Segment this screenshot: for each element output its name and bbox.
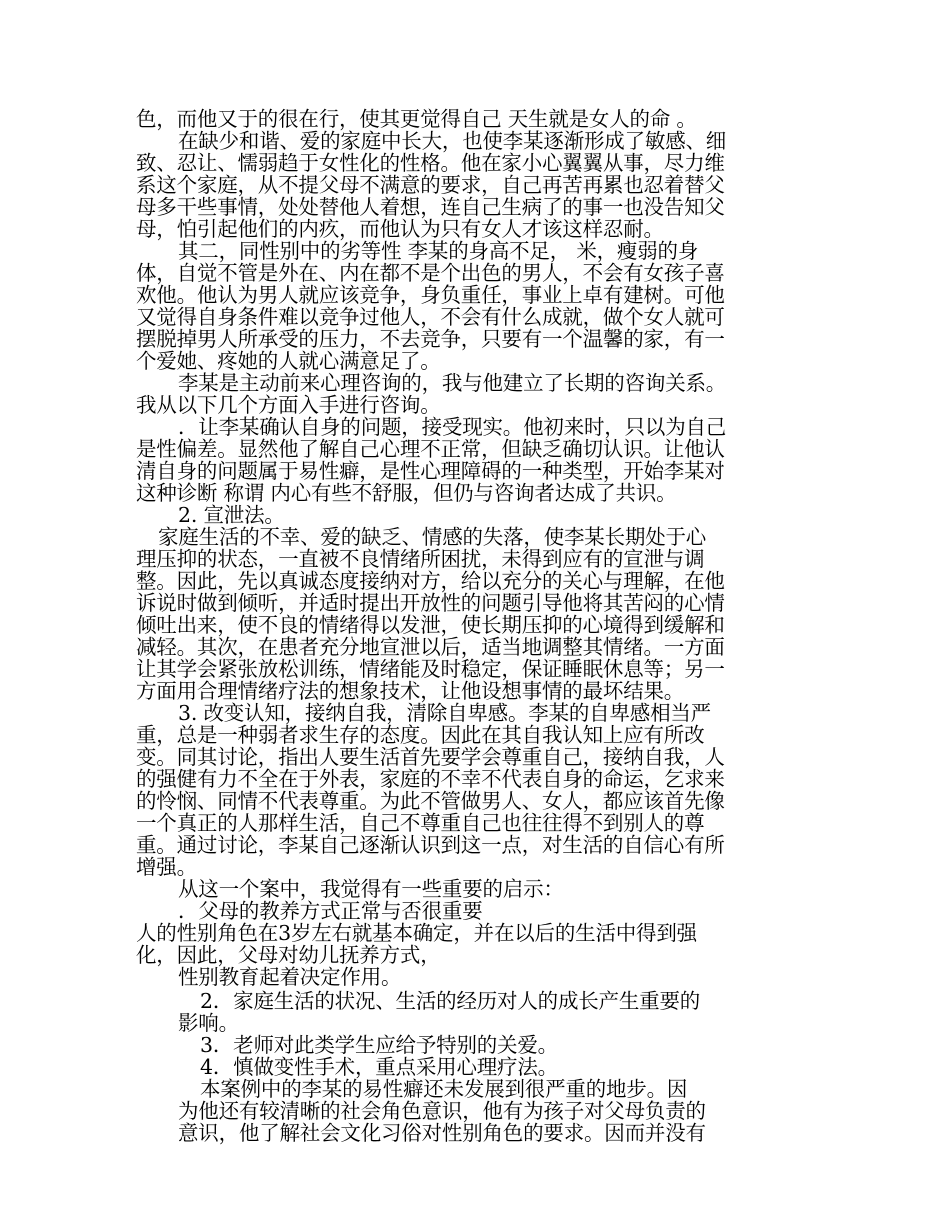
text-line: 重。通过讨论，李某自己逐渐认识到这一点，对生活的自信心有所 — [136, 833, 725, 857]
text-line: 增强。 — [136, 855, 197, 879]
text-line: 性别教育起着决定作用。 — [178, 965, 402, 989]
text-line: 摆脱掉男人所承受的压力，不去竞争，只要有一个温馨的家，有一 — [136, 327, 725, 351]
text-line: 人的性别角色在3岁左右就基本确定，并在以后的生活中得到强 — [136, 921, 697, 945]
text-line: 整。因此，先以真诚态度接纳对方，给以充分的关心与理解，在他 — [136, 569, 725, 593]
text-line: 体，自觉不管是外在、内在都不是个出色的男人，不会有女孩子喜 — [136, 261, 725, 285]
text-line: ．让李某确认自身的问题，接受现实。他初来时，只以为自己 — [178, 415, 727, 439]
text-line: 在缺少和谐、爱的家庭中长大，也使李某逐渐形成了敏感、细 — [178, 129, 727, 153]
text-line: 一个真正的人那样生活，自己不尊重自己也往往得不到别人的尊 — [136, 811, 705, 835]
text-line: 本案例中的李某的易性癖还未发展到很严重的地步。因 — [200, 1077, 688, 1101]
text-line: 个爱她、疼她的人就心满意足了。 — [136, 349, 441, 373]
text-line: ．父母的教养方式正常与否很重要 — [178, 899, 483, 923]
text-line: 为他还有较清晰的社会角色意识，他有为孩子对父母负责的 — [178, 1099, 706, 1123]
text-line: 我从以下几个方面入手进行咨询。 — [136, 393, 441, 417]
text-line: 欢他。他认为男人就应该竞争，身负重任，事业上卓有建树。可他 — [136, 283, 725, 307]
text-line: 3．老师对此类学生应给予特别的关爱。 — [200, 1033, 558, 1057]
text-line: 李某是主动前来心理咨询的，我与他建立了长期的咨询关系。 — [178, 371, 727, 395]
text-line: 母，怕引起他们的内疚，而他认为只有女人才该这样忍耐。 — [136, 217, 664, 241]
text-line: 重，总是一种弱者求生存的态度。因此在其自我认知上应有所改 — [136, 723, 705, 747]
text-line: 系这个家庭，从不提父母不满意的要求，自己再苦再累也忍着替父 — [136, 173, 725, 197]
text-line: 变。同其讨论，指出人要生活首先要学会尊重自己，接纳自我，人 — [136, 745, 725, 769]
text-line: 2. 宣泄法。 — [178, 503, 285, 527]
text-line: 影响。 — [178, 1011, 239, 1035]
text-line: 倾吐出来，使不良的情绪得以发泄，使长期压抑的心境得到缓解和 — [136, 613, 725, 637]
text-line: 让其学会紧张放松训练，情绪能及时稳定，保证睡眠休息等；另一 — [136, 657, 725, 681]
text-line: 母多干些事情，处处替他人着想，连自己生病了的事一也没告知父 — [136, 195, 725, 219]
text-line: 意识，他了解社会文化习俗对性别角色的要求。因而并没有 — [178, 1121, 706, 1145]
text-line: 其二，同性别中的劣等性 李某的身高不足， 米，瘦弱的身 — [178, 239, 699, 263]
text-line: 致、忍让、懦弱趋于女性化的性格。他在家小心翼翼从事，尽力维 — [136, 151, 725, 175]
text-line: 理压抑的状态，一直被不良情绪所困扰，未得到应有的宣泄与调 — [136, 547, 705, 571]
text-line: 减轻。其次，在患者充分地宣泄以后，适当地调整其情绪。一方面 — [136, 635, 725, 659]
text-line: 3. 改变认知，接纳自我，清除自卑感。李某的自卑感相当严 — [178, 701, 711, 725]
text-line: 2．家庭生活的状况、生活的经历对人的成长产生重要的 — [200, 989, 701, 1013]
text-line: 又觉得自身条件难以竞争过他人，不会有什么成就，做个女人就可 — [136, 305, 725, 329]
text-line: 清自身的问题属于易性癖，是性心理障碍的一种类型，开始李某对 — [136, 459, 725, 483]
text-line: 4．慎做变性手术，重点采用心理疗法。 — [200, 1055, 558, 1079]
text-line: 的强健有力不全在于外表，家庭的不幸不代表自身的命运，乞求来 — [136, 767, 725, 791]
text-line: 诉说时做到倾听，并适时提出开放性的问题引导他将其苦闷的心情 — [136, 591, 725, 615]
text-line: 家庭生活的不幸、爱的缺乏、情感的失落，使李某长期处于心 — [158, 525, 707, 549]
text-line: 这种诊断 称谓 内心有些不舒服，但仍与咨询者达成了共识。 — [136, 481, 677, 505]
text-line: 色，而他又于的很在行，使其更觉得自己 天生就是女人的命 。 — [136, 107, 697, 131]
text-line: 方面用合理情绪疗法的想象技术，让他设想事情的最坏结果。 — [136, 679, 685, 703]
text-line: 是性偏差。显然他了解自己心理不正常，但缺乏确切认识。让他认 — [136, 437, 725, 461]
text-line: 化，因此，父母对幼儿抚养方式， — [136, 943, 441, 967]
text-line: 的怜悯、同情不代表尊重。为此不管做男人、女人，都应该首先像 — [136, 789, 725, 813]
text-line: 从这一个案中，我觉得有一些重要的启示： — [178, 877, 564, 901]
